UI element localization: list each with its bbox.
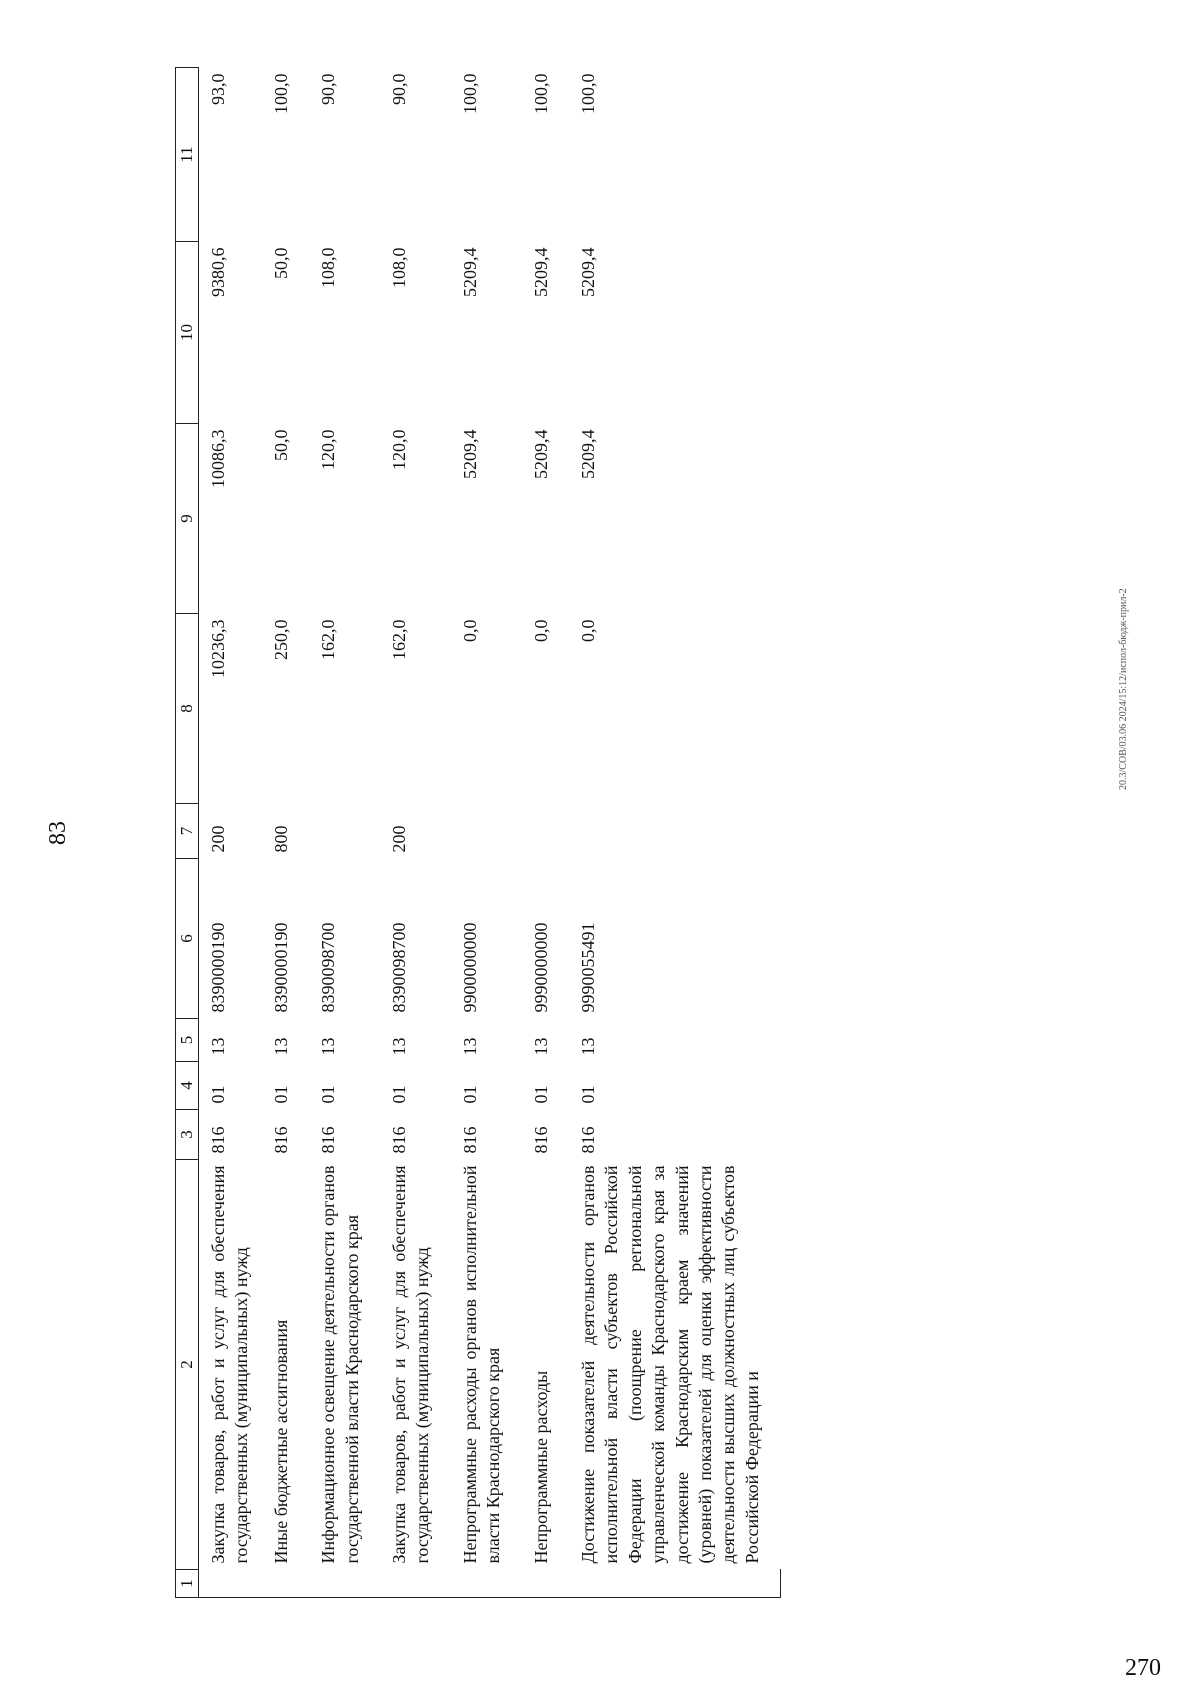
cell-c9: 120,0 — [389, 429, 410, 470]
header-col-3: 3 — [176, 1110, 199, 1160]
table-row — [451, 68, 522, 1598]
cell-c4: 01 — [389, 1085, 410, 1104]
header-col-6: 6 — [176, 859, 199, 1019]
table-row — [522, 68, 569, 1598]
cell-c7 — [569, 804, 780, 859]
header-col-1: 1 — [176, 1570, 199, 1598]
cell-description: Информационное освещение деятельности органов государственной власти Краснодарского края — [318, 1165, 362, 1564]
cell-c7: 200 — [208, 825, 229, 853]
cell-c10: 5209,4 — [578, 247, 598, 297]
cell-c5: 13 — [318, 1037, 339, 1056]
cell-description: Закупка товаров, работ и услуг для обеспечения государственных (муниципальных) нужд — [208, 1165, 252, 1564]
cell-c6: 8390098700 — [318, 922, 339, 1013]
cell-c3: 816 — [389, 1126, 410, 1154]
cell-c11: 100,0 — [530, 73, 551, 114]
cell-c5: 13 — [578, 1037, 598, 1056]
stamp-text: 20.3/СОВ/03.06 2024/15:12/испол-бюдж-прил-2 — [1118, 588, 1129, 790]
cell-description: Закупка товаров, работ и услуг для обеспечения государственных (муниципальных) нужд — [389, 1165, 433, 1564]
cell-c10: 50,0 — [270, 247, 291, 279]
cell-c7 — [522, 804, 569, 859]
header-col-5: 5 — [176, 1019, 199, 1062]
cell-c4: 01 — [208, 1085, 229, 1104]
cell-c11: 93,0 — [208, 73, 229, 105]
cell-c9: 5209,4 — [459, 429, 480, 479]
cell-num — [569, 1570, 780, 1598]
page-number: 83 — [45, 821, 71, 845]
cell-c10: 9380,6 — [208, 247, 229, 297]
cell-c3: 816 — [208, 1126, 229, 1154]
cell-c6: 9990000000 — [530, 922, 551, 1013]
cell-c5: 13 — [459, 1037, 480, 1056]
header-col-4: 4 — [176, 1062, 199, 1110]
table-header-row — [176, 68, 199, 1598]
cell-num — [522, 1570, 569, 1598]
cell-c10: 5209,4 — [530, 247, 551, 297]
cell-num — [380, 1570, 451, 1598]
cell-c9: 120,0 — [318, 429, 339, 470]
header-col-11: 11 — [176, 68, 199, 242]
header-col-9: 9 — [176, 424, 199, 614]
rotated-page-content — [45, 68, 895, 1598]
cell-c8: 0,0 — [530, 619, 551, 642]
cell-c11: 100,0 — [270, 73, 291, 114]
cell-c6: 8390000190 — [270, 922, 291, 1013]
cell-c6: 8390098700 — [389, 922, 410, 1013]
header-col-10: 10 — [176, 242, 199, 424]
cell-c10: 108,0 — [389, 247, 410, 288]
cell-c7 — [451, 804, 522, 859]
cell-c8: 162,0 — [389, 619, 410, 660]
cell-num — [309, 1570, 380, 1598]
cell-c4: 01 — [270, 1085, 291, 1104]
cell-num — [270, 1570, 309, 1598]
cell-c7 — [309, 804, 380, 859]
budget-table — [175, 67, 781, 1598]
cell-c3: 816 — [318, 1126, 339, 1154]
cell-description: Достижение показателей деятельности органов исполнительной власти субъектов Российской Федерации (поощрение региональной управленческой команды Краснодарского края за достижение Краснодарским краем значений (уровней) показателей для оценки эффективности деятельности высших должностных лиц субъектов Российской Федерации и — [578, 1165, 762, 1564]
cell-c7: 800 — [270, 825, 291, 853]
cell-num — [199, 1570, 270, 1598]
cell-c8: 10236,3 — [208, 619, 229, 678]
table-row — [270, 68, 309, 1598]
cell-c6: 9990055491 — [578, 922, 598, 1013]
cell-c11: 100,0 — [459, 73, 480, 114]
cell-c9: 5209,4 — [578, 429, 598, 479]
cell-c11: 100,0 — [578, 73, 598, 114]
cell-description: Непрограммные расходы — [530, 1370, 551, 1564]
table-row — [199, 68, 270, 1598]
cell-c4: 01 — [318, 1085, 339, 1104]
cell-description: Иные бюджетные ассигнования — [270, 1319, 291, 1564]
cell-c10: 5209,4 — [459, 247, 480, 297]
cell-c8: 250,0 — [270, 619, 291, 660]
cell-c3: 816 — [578, 1126, 598, 1154]
cell-c3: 816 — [530, 1126, 551, 1154]
sheet-number: 270 — [1125, 1655, 1161, 1681]
cell-c3: 816 — [459, 1126, 480, 1154]
cell-c5: 13 — [208, 1037, 229, 1056]
header-col-2: 2 — [176, 1160, 199, 1570]
cell-c8: 0,0 — [578, 619, 598, 642]
cell-c11: 90,0 — [318, 73, 339, 105]
cell-c4: 01 — [459, 1085, 480, 1104]
cell-c8: 0,0 — [459, 619, 480, 642]
cell-c11: 90,0 — [389, 73, 410, 105]
cell-c4: 01 — [578, 1085, 598, 1104]
cell-c5: 13 — [530, 1037, 551, 1056]
cell-c3: 816 — [270, 1126, 291, 1154]
cell-c4: 01 — [530, 1085, 551, 1104]
cell-c7: 200 — [389, 825, 410, 853]
cell-c9: 5209,4 — [530, 429, 551, 479]
table-row — [309, 68, 380, 1598]
table-row — [569, 68, 780, 1598]
cell-c6: 9900000000 — [459, 922, 480, 1013]
header-col-7: 7 — [176, 804, 199, 859]
cell-c9: 50,0 — [270, 429, 291, 461]
cell-c8: 162,0 — [318, 619, 339, 660]
cell-c6: 8390000190 — [208, 922, 229, 1013]
cell-description: Непрограммные расходы органов исполнительной власти Краснодарского края — [459, 1165, 504, 1564]
document-stamp — [1118, 588, 1129, 800]
cell-c10: 108,0 — [318, 247, 339, 288]
cell-c5: 13 — [270, 1037, 291, 1056]
cell-num — [451, 1570, 522, 1598]
header-col-8: 8 — [176, 614, 199, 804]
cell-c5: 13 — [389, 1037, 410, 1056]
table-row — [380, 68, 451, 1598]
cell-c9: 10086,3 — [208, 429, 229, 488]
